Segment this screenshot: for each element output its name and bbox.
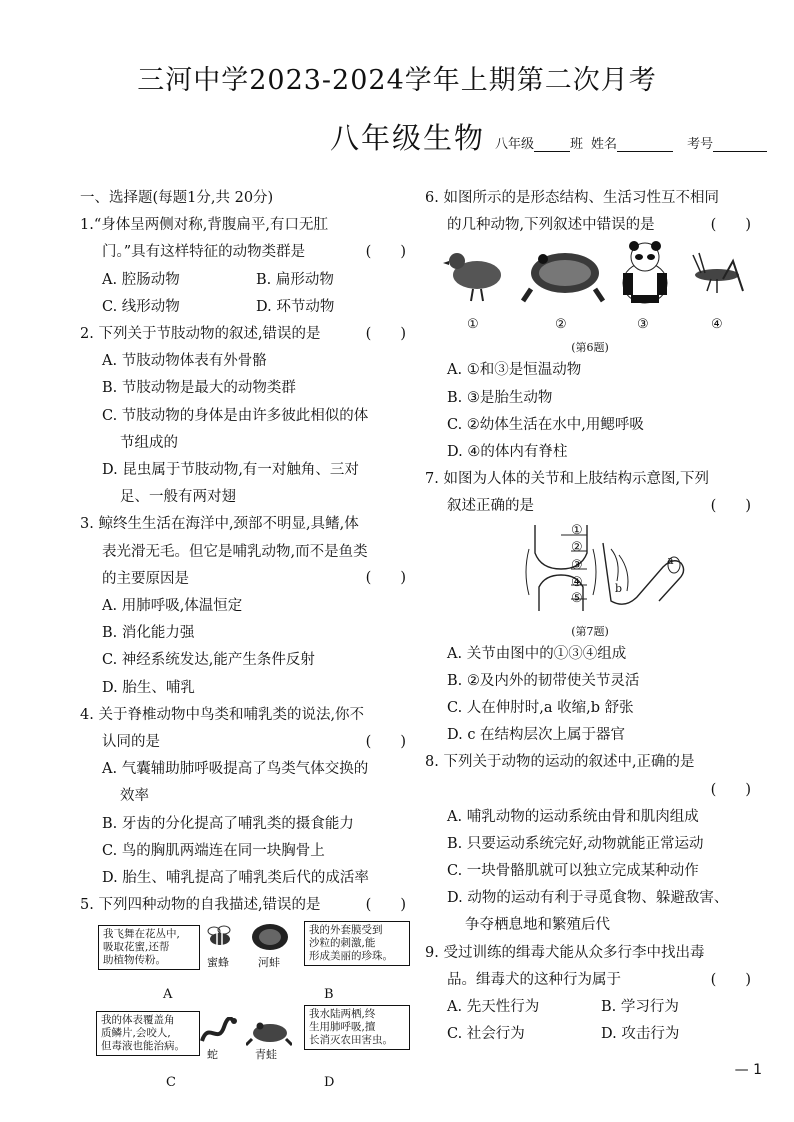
speech-line: 生用肺呼吸,擅 bbox=[309, 1021, 376, 1034]
question-6-options bbox=[425, 357, 755, 466]
speech-line: 我的体表覆盖角 bbox=[101, 1014, 175, 1027]
figure-number-3: ③ bbox=[637, 317, 649, 333]
speech-line: 吸取花蜜,还帮 bbox=[103, 941, 170, 954]
joint-label-4: ④ bbox=[571, 574, 583, 590]
picture-label-a: A bbox=[163, 987, 173, 1003]
speech-line: 我水陆两栖,终 bbox=[309, 1008, 376, 1021]
question-text: 6. 如图所示的是形态结构、生活习性互不相同 bbox=[425, 190, 719, 206]
mussel-label: 河蚌 bbox=[258, 956, 280, 970]
question-2 bbox=[80, 321, 410, 511]
question-8 bbox=[425, 749, 755, 939]
frog-icon bbox=[521, 243, 605, 305]
class-blank[interactable] bbox=[534, 137, 570, 152]
picture-label-d: D bbox=[324, 1075, 335, 1091]
option-a[interactable]: A. 腔肠动物 bbox=[102, 271, 180, 288]
question-7-options bbox=[425, 641, 755, 750]
picture-label-b: B bbox=[324, 987, 334, 1003]
muscle-label-b: b bbox=[615, 581, 623, 595]
option-c[interactable]: C. 节肢动物的身体是由许多彼此相似的体 bbox=[102, 407, 369, 424]
answer-paren[interactable]: ( ) bbox=[365, 897, 406, 914]
option-d-cont: 争夺栖息地和繁殖后代 bbox=[465, 917, 610, 934]
option-c[interactable]: C. 社会行为 bbox=[447, 1026, 525, 1043]
class-label: 班 bbox=[570, 137, 584, 152]
answer-paren[interactable]: ( ) bbox=[365, 326, 406, 343]
option-d[interactable]: D. 昆虫属于节肢动物,有一对触角、三对 bbox=[102, 462, 359, 479]
answer-paren[interactable]: ( ) bbox=[365, 733, 406, 750]
option-b[interactable]: B. 节肢动物是最大的动物类群 bbox=[102, 380, 296, 397]
bee-icon bbox=[200, 923, 240, 951]
picture-label-c: C bbox=[166, 1075, 176, 1091]
option-c[interactable]: C. 鸟的胸肌两端连在同一块胸骨上 bbox=[102, 842, 325, 859]
joint-label-3: ③ bbox=[571, 557, 583, 573]
option-c[interactable]: C. 一块骨骼肌就可以独立完成某种动作 bbox=[447, 863, 699, 880]
exam-no-blank[interactable] bbox=[713, 137, 767, 152]
option-a[interactable]: A. 气囊辅助肺呼吸提高了鸟类气体交换的 bbox=[102, 761, 369, 778]
option-a[interactable]: A. 哺乳动物的运动系统由骨和肌肉组成 bbox=[447, 808, 699, 825]
q7-figure bbox=[425, 521, 755, 623]
question-text: 品。缉毒犬的这种行为属于 bbox=[447, 971, 621, 988]
question-text: 叙述正确的是 bbox=[447, 498, 534, 515]
subtitle-row bbox=[330, 116, 780, 157]
option-a[interactable]: A. ①和③是恒温动物 bbox=[447, 362, 582, 379]
question-5 bbox=[80, 892, 410, 919]
speech-line: 我飞舞在花丛中, bbox=[103, 928, 180, 941]
option-a[interactable]: A. 用肺呼吸,体温恒定 bbox=[102, 598, 243, 615]
speech-line: 长消灭农田害虫。 bbox=[309, 1034, 393, 1047]
option-d[interactable]: D. 动物的运动有利于寻觅食物、躲避敌害、 bbox=[447, 890, 729, 907]
answer-paren[interactable]: ( ) bbox=[710, 217, 751, 233]
question-text: 认同的是 bbox=[102, 734, 160, 751]
answer-paren[interactable]: ( ) bbox=[710, 781, 751, 798]
option-d[interactable]: D. 胎生、哺乳提高了哺乳类后代的成活率 bbox=[102, 870, 369, 887]
option-c-cont: 节组成的 bbox=[120, 434, 178, 451]
option-b[interactable]: B. 扁形动物 bbox=[256, 271, 334, 288]
option-c[interactable]: C. ②幼体生活在水中,用鳃呼吸 bbox=[447, 416, 644, 433]
joint-label-1: ① bbox=[571, 522, 583, 538]
answer-paren[interactable]: ( ) bbox=[365, 570, 406, 587]
option-a[interactable]: A. 关节由图中的①③④组成 bbox=[447, 645, 627, 662]
question-text: 7. 如图为人体的关节和上肢结构示意图,下列 bbox=[425, 471, 710, 488]
joint-label-5: ⑤ bbox=[571, 590, 583, 606]
figure-number-2: ② bbox=[555, 317, 567, 333]
option-a-cont: 效率 bbox=[120, 788, 149, 805]
name-label: 姓名 bbox=[591, 137, 618, 152]
question-text: 9. 受过训练的缉毒犬能从众多行李中找出毒 bbox=[425, 944, 705, 961]
question-text: 4. 关于脊椎动物中鸟类和哺乳类的说法,你不 bbox=[80, 706, 365, 723]
figure-number-4: ④ bbox=[711, 317, 723, 333]
exam-no-label: 考号 bbox=[687, 137, 714, 152]
figure-caption: (第7题) bbox=[571, 624, 609, 638]
question-text: 1.“身体呈两侧对称,背腹扁平,有口无肛 bbox=[80, 217, 328, 234]
grasshopper-icon bbox=[687, 251, 747, 299]
joint-label-2: ② bbox=[571, 539, 583, 555]
speech-box-a bbox=[98, 925, 200, 970]
question-text: 8. 下列关于动物的运动的叙述中,正确的是 bbox=[425, 754, 695, 771]
question-text: 3. 鲸终生生活在海洋中,颈部不明显,具鳍,体 bbox=[80, 516, 359, 533]
option-c[interactable]: C. 神经系统发达,能产生条件反射 bbox=[102, 652, 315, 669]
question-9 bbox=[425, 940, 755, 1049]
speech-line: 形成美丽的珍珠。 bbox=[309, 950, 393, 963]
speech-box-b bbox=[304, 921, 410, 966]
speech-box-d bbox=[304, 1005, 410, 1050]
option-a[interactable]: A. 先天性行为 bbox=[447, 999, 540, 1016]
question-text: 表光滑无毛。但它是哺乳动物,而不是鱼类 bbox=[102, 543, 368, 560]
section-title: 一、选择题(每题1分,共 20分) bbox=[80, 190, 274, 206]
answer-paren[interactable]: ( ) bbox=[710, 498, 751, 515]
option-d[interactable]: D. c 在结构层次上属于器官 bbox=[447, 727, 626, 744]
option-b[interactable]: B. ②及内外的韧带使关节灵活 bbox=[447, 672, 640, 689]
option-b[interactable]: B. ③是胎生动物 bbox=[447, 389, 553, 406]
snake-icon bbox=[198, 1017, 238, 1047]
question-text: 5. 下列四种动物的自我描述,错误的是 bbox=[80, 897, 321, 914]
option-b[interactable]: B. 消化能力强 bbox=[102, 625, 195, 642]
speech-line: 但毒液也能治病。 bbox=[101, 1040, 185, 1053]
option-b[interactable]: B. 牙齿的分化提高了哺乳类的摄食能力 bbox=[102, 815, 354, 832]
pigeon-icon bbox=[443, 245, 507, 303]
speech-line: 助植物传粉。 bbox=[103, 954, 166, 967]
q6-figure bbox=[425, 239, 755, 339]
grade-label: 八年级 bbox=[495, 137, 535, 152]
question-3 bbox=[80, 511, 410, 701]
panda-icon bbox=[615, 239, 673, 305]
figure-number-1: ① bbox=[467, 317, 479, 333]
question-text: 2. 下列关于节肢动物的叙述,错误的是 bbox=[80, 326, 321, 343]
snake-label: 蛇 bbox=[207, 1048, 218, 1062]
question-text: 的主要原因是 bbox=[102, 570, 189, 587]
question-text: 的几种动物,下列叙述中错误的是 bbox=[447, 217, 655, 234]
left-column bbox=[80, 185, 410, 1089]
option-a[interactable]: A. 节肢动物体表有外骨骼 bbox=[102, 353, 267, 370]
speech-line: 质鳞片,会咬人, bbox=[101, 1027, 171, 1040]
question-7 bbox=[425, 466, 755, 520]
option-d[interactable]: D. 环节动物 bbox=[256, 298, 335, 315]
speech-line: 沙粒的刺激,能 bbox=[309, 937, 376, 950]
subject-title: 八年级生物 bbox=[330, 121, 486, 155]
page-number: — 1 bbox=[734, 1062, 762, 1078]
option-d[interactable]: D. 攻击行为 bbox=[601, 1026, 680, 1043]
mussel-icon bbox=[248, 921, 292, 953]
option-c[interactable]: C. 人在伸肘时,a 收缩,b 舒张 bbox=[447, 700, 634, 717]
muscle-label-a: a bbox=[667, 553, 674, 567]
option-d[interactable]: D. 胎生、哺乳 bbox=[102, 679, 195, 696]
question-6 bbox=[425, 185, 755, 239]
option-b[interactable]: B. 学习行为 bbox=[601, 999, 679, 1016]
frog-icon bbox=[246, 1017, 292, 1047]
right-column bbox=[425, 185, 755, 1048]
bee-label: 蜜蜂 bbox=[207, 956, 229, 970]
frog-label: 青蛙 bbox=[255, 1048, 277, 1062]
student-info bbox=[495, 133, 767, 152]
option-d[interactable]: D. ④的体内有脊柱 bbox=[447, 444, 568, 461]
answer-paren[interactable]: ( ) bbox=[365, 244, 406, 261]
option-b[interactable]: B. 只要运动系统完好,动物就能正常运动 bbox=[447, 835, 704, 852]
question-4 bbox=[80, 702, 410, 892]
exam-title: 三河中学2023-2024学年上期第二次月考 bbox=[137, 65, 657, 96]
q5-figure bbox=[80, 919, 410, 1089]
answer-paren[interactable]: ( ) bbox=[710, 971, 751, 988]
option-d-cont: 足、一般有两对翅 bbox=[120, 489, 236, 506]
question-1 bbox=[80, 212, 410, 321]
speech-box-c bbox=[96, 1011, 200, 1056]
name-blank[interactable] bbox=[617, 137, 673, 152]
speech-line: 我的外套膜受到 bbox=[309, 924, 383, 937]
figure-caption: (第6题) bbox=[571, 341, 609, 355]
joint-diagram-icon bbox=[521, 522, 601, 619]
arm-diagram-icon bbox=[597, 541, 689, 611]
question-text: 门。”具有这样特征的动物类群是 bbox=[102, 244, 306, 261]
option-c[interactable]: C. 线形动物 bbox=[102, 298, 180, 315]
